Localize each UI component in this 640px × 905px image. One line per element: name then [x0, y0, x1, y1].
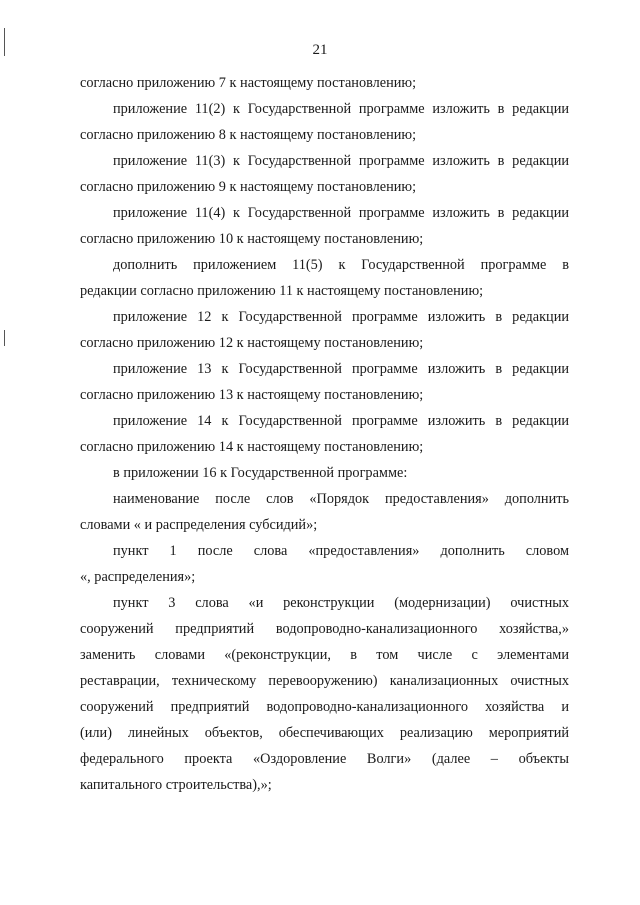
text-line: согласно приложению 8 к настоящему постановлению;: [80, 127, 417, 143]
text-line: редакции согласно приложению 11 к настоящему постановлению;: [80, 283, 484, 299]
paragraph: [80, 304, 569, 356]
text-line: приложение 13 к Государственной программе изложить в редакции: [113, 361, 569, 377]
text-line: сооружений предприятий водопроводно-канализационного хозяйства и: [80, 699, 569, 715]
text-line: согласно приложению 7 к настоящему постановлению;: [80, 75, 417, 91]
text-line: дополнить приложением 11(5) к Государственной программе в: [113, 257, 569, 273]
scan-edge-mark-middle: [4, 330, 5, 346]
text-line: словами « и распределения субсидий»;: [80, 517, 318, 533]
text-line: заменить словами «(реконструкции, в том числе с элементами: [80, 647, 569, 663]
text-line: согласно приложению 14 к настоящему постановлению;: [80, 439, 424, 455]
paragraph: [80, 590, 569, 798]
paragraph: [80, 356, 569, 408]
text-line: приложение 11(2) к Государственной программе изложить в редакции: [113, 101, 569, 117]
paragraph: [80, 200, 569, 252]
paragraph: [80, 148, 569, 200]
text-line: согласно приложению 12 к настоящему постановлению;: [80, 335, 424, 351]
text-line: сооружений предприятий водопроводно-канализационного хозяйства,»: [80, 621, 569, 637]
text-line: в приложении 16 к Государственной программе:: [113, 465, 408, 481]
paragraph: [80, 486, 569, 538]
text-line: пункт 1 после слова «предоставления» дополнить словом: [113, 543, 569, 559]
text-line: наименование после слов «Порядок предоставления» дополнить: [113, 491, 569, 507]
paragraph: [80, 70, 569, 96]
text-line: согласно приложению 13 к настоящему постановлению;: [80, 387, 424, 403]
document-body: [80, 70, 569, 798]
paragraph: [80, 96, 569, 148]
text-line: приложение 14 к Государственной программе изложить в редакции: [113, 413, 569, 429]
paragraph: [80, 538, 569, 590]
paragraph: [80, 408, 569, 460]
text-line: согласно приложению 10 к настоящему постановлению;: [80, 231, 424, 247]
text-line: приложение 12 к Государственной программе изложить в редакции: [113, 309, 569, 325]
page-number: 21: [312, 42, 328, 58]
paragraph: [80, 460, 569, 486]
text-line: капитального строительства),»;: [80, 777, 272, 793]
text-line: согласно приложению 9 к настоящему постановлению;: [80, 179, 417, 195]
text-line: приложение 11(4) к Государственной программе изложить в редакции: [113, 205, 569, 221]
text-line: реставрации, техническому перевооружению) канализационных очистных: [80, 673, 569, 689]
text-line: приложение 11(3) к Государственной программе изложить в редакции: [113, 153, 569, 169]
text-line: федерального проекта «Оздоровление Волги» (далее – объекты: [80, 751, 569, 767]
text-line: пункт 3 слова «и реконструкции (модернизации) очистных: [113, 595, 569, 611]
paragraph: [80, 252, 569, 304]
text-line: (или) линейных объектов, обеспечивающих реализацию мероприятий: [80, 725, 569, 741]
text-line: «, распределения»;: [80, 569, 196, 585]
